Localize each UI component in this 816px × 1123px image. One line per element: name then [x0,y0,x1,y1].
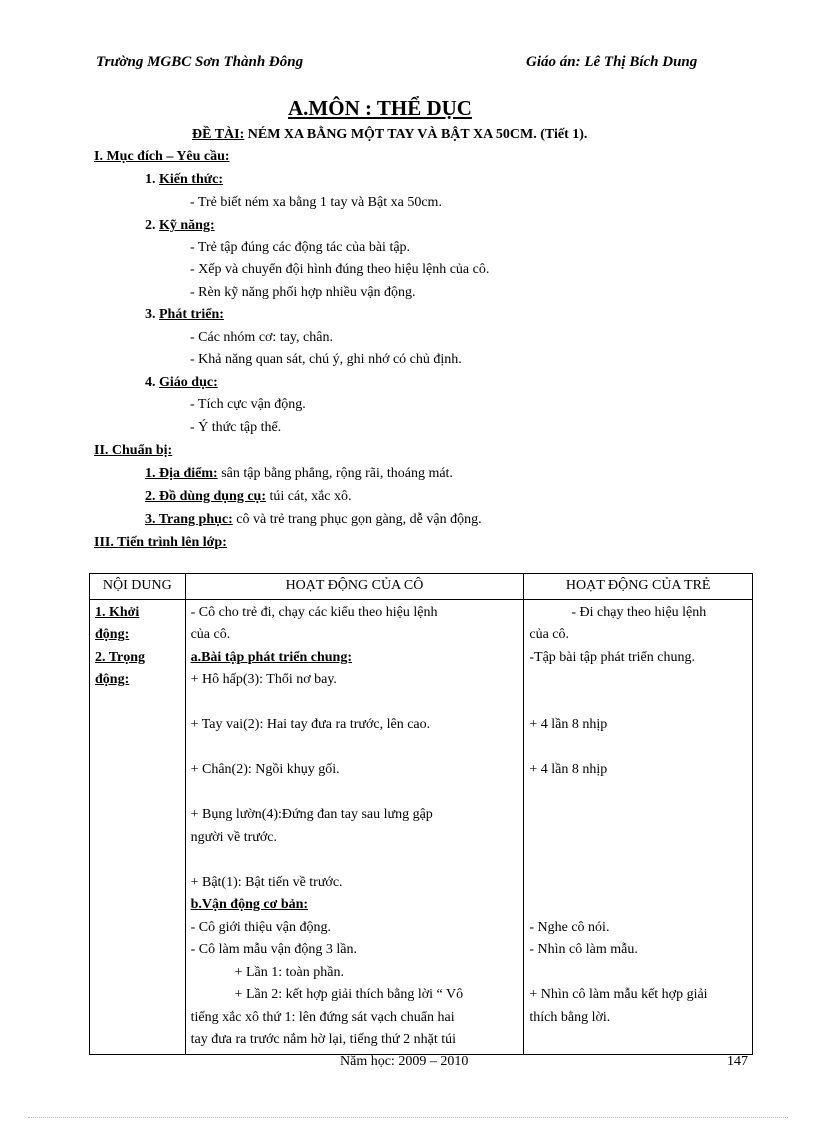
child-activity-cell [524,599,753,1054]
education-line: - Tích cực vận động. [190,397,306,412]
section-1-heading: I. Mục đích – Yêu cầu: [94,149,230,164]
topic-label: ĐỀ TÀI: [192,127,245,142]
lesson-topic [192,127,587,143]
teacher-line: + Tay vai(2): Hai tay đưa ra trước, lên cao. [190,717,431,732]
teacher-subheading: a.Bài tập phát triển chung: [190,649,353,665]
table-row [90,599,753,1054]
page-title: A.MÔN : THỂ DỤC [288,96,472,120]
teacher-line: - Cô làm mẫu vận động 3 lần. [190,942,358,957]
teacher-line: - Cô giới thiệu vận động. [190,919,331,935]
section-3-heading: III. Tiến trình lên lớp: [94,535,227,550]
teacher-activity-cell [185,599,524,1054]
teacher-line: + Lần 1: toàn phần. [234,964,344,980]
content-warmup: 1. Khởi [95,604,140,620]
content-main: 2. Trọng [95,649,146,665]
education-heading: 4. Giáo dục: [145,375,218,390]
teacher-subheading: b.Vận động cơ bản: [190,897,309,912]
teacher-line: - Cô cho trẻ đi, chạy các kiểu theo hiệu lệnh [190,604,438,620]
child-line: + 4 lần 8 nhịp [529,762,608,777]
teacher-line: của cô. [190,627,231,642]
school-year: Năm học: 2009 – 2010 [340,1054,469,1069]
content-cell [90,599,186,1054]
teacher-line: + Chân(2): Ngồi khụy gối. [190,762,340,777]
prep-tools: 2. Đồ dùng dụng cụ: túi cát, xắc xô. [145,489,352,504]
skills-line: - Xếp và chuyển đội hình đúng theo hiệu lệnh của cô. [190,262,490,277]
page-bottom-border [28,1117,788,1118]
prep-dress: 3. Trang phục: cô và trẻ trang phục gọn gàng, dễ vận động. [145,512,482,527]
child-line: -Tập bài tập phát triển chung. [529,649,695,665]
skills-line: - Rèn kỹ năng phối hợp nhiều vận động. [190,285,416,300]
lesson-progress-table [89,573,753,1055]
child-line: + 4 lần 8 nhịp [529,717,608,732]
knowledge-line: - Trẻ biết ném xa bằng 1 tay và Bật xa 50cm. [190,195,442,210]
topic-text: NÉM XA BẰNG MỘT TAY VÀ BẬT XA 50CM. (Tiết 1). [244,127,588,142]
child-line: - Nghe cô nói. [529,919,610,935]
skills-line: - Trẻ tập đúng các động tác của bài tập. [190,240,411,255]
child-line: + Nhìn cô làm mẫu kết hợp giải [529,987,708,1002]
develop-heading: 3. Phát triển: [145,307,224,322]
knowledge-heading: 1. Kiến thức: [145,172,224,187]
teacher-line: + Bật(1): Bật tiến về trước. [190,874,343,890]
author-name: Giáo án: Lê Thị Bích Dung [526,54,698,70]
child-line: - Đi chạy theo hiệu lệnh [571,604,707,620]
section-2-heading: II. Chuẩn bị: [94,443,173,458]
column-header-content: NỘI DUNG [90,574,186,600]
develop-line: - Khả năng quan sát, chú ý, ghi nhớ có chủ định. [190,352,462,367]
prep-place: 1. Địa điểm: sân tập bằng phẳng, rộng rãi, thoáng mát. [145,466,453,481]
teacher-line: + Bụng lườn(4):Đứng đan tay sau lưng gập [190,807,433,822]
child-line: của cô. [529,627,570,642]
education-line: - Ý thức tập thể. [190,420,282,435]
child-line: - Nhìn cô làm mẫu. [529,942,638,957]
table-header-row [90,574,753,600]
column-header-child: HOẠT ĐỘNG CỦA TRẺ [524,574,753,600]
teacher-line: tay đưa ra trước nắm hờ lại, tiếng thứ 2 nhặt túi [190,1032,456,1047]
content-main-2: động: [95,672,130,687]
page-number: 147 [727,1054,748,1069]
school-name: Trường MGBC Sơn Thành Đông [96,54,304,70]
column-header-teacher: HOẠT ĐỘNG CỦA CÔ [185,574,524,600]
teacher-line: + Lần 2: kết hợp giải thích bằng lời “ Vô [234,987,464,1002]
teacher-line: người về trước. [190,829,277,845]
teacher-line: tiếng xắc xô thứ 1: lên đứng sát vạch chuẩn hai [190,1009,455,1025]
teacher-line: + Hô hấp(3): Thổi nơ bay. [190,672,337,687]
develop-line: - Các nhóm cơ: tay, chân. [190,330,333,345]
skills-heading: 2. Kỹ năng: [145,218,215,233]
content-warmup-2: động: [95,627,130,642]
child-line: thích bằng lời. [529,1009,611,1025]
